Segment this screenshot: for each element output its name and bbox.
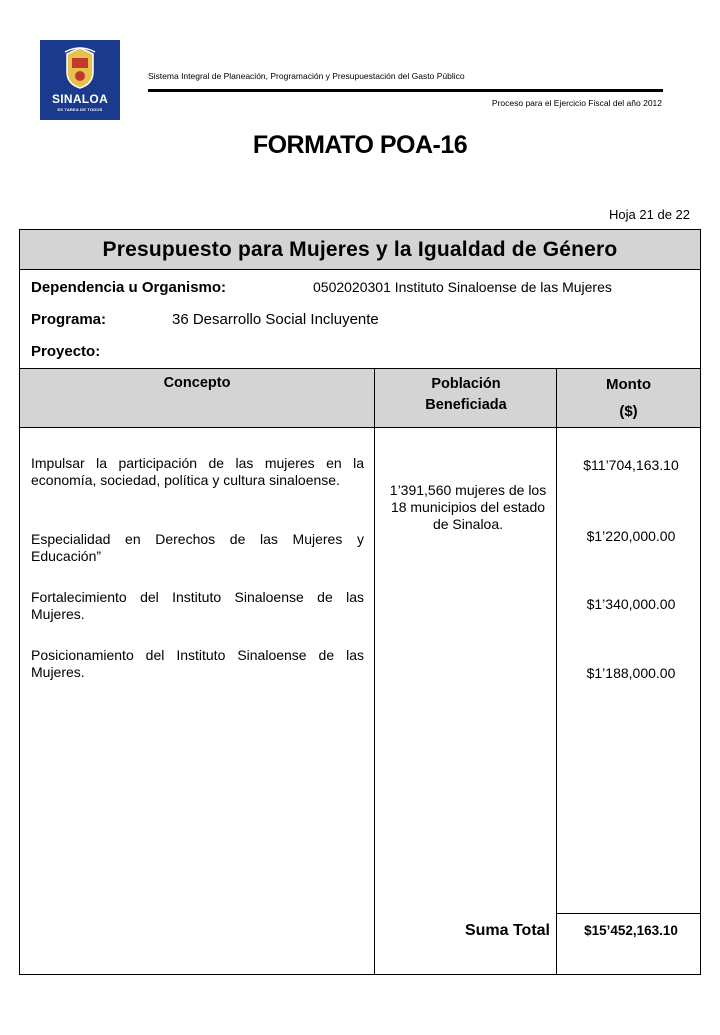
amount-value: $1’188,000.00 bbox=[586, 665, 676, 681]
program-label: Programa: bbox=[31, 311, 107, 328]
title-band bbox=[20, 230, 700, 270]
fiscal-process: Proceso para el Ejercicio Fiscal del año 2012 bbox=[491, 98, 662, 108]
column-header-population-line2: Beneficiada bbox=[425, 397, 507, 413]
dependency-label: Dependencia u Organismo: bbox=[31, 279, 227, 296]
dependency-value: 0502020301 Instituto Sinaloense de las Mujeres bbox=[313, 279, 612, 295]
column-header-concept: Concepto bbox=[163, 375, 231, 391]
concept-item: Fortalecimiento del Instituto Sinaloense de las Mujeres. bbox=[31, 589, 364, 622]
amount-value: $1’340,000.00 bbox=[586, 596, 676, 612]
coat-of-arms-icon bbox=[63, 46, 97, 90]
total-divider bbox=[557, 913, 700, 914]
column-divider bbox=[374, 368, 375, 974]
concept-item: Posicionamiento del Instituto Sinaloense de las Mujeres. bbox=[31, 647, 364, 680]
total-value: $15’452,163.10 bbox=[584, 923, 678, 938]
column-header-amount-line1: Monto bbox=[606, 376, 651, 393]
program-value: 36 Desarrollo Social Incluyente bbox=[172, 311, 379, 328]
header-divider bbox=[148, 89, 663, 92]
total-label: Suma Total bbox=[464, 922, 550, 939]
project-label: Proyecto: bbox=[31, 343, 101, 360]
amount-value: $11’704,163.10 bbox=[583, 457, 679, 473]
column-header-amount-line2: ($) bbox=[619, 403, 638, 420]
system-name: Sistema Integral de Planeación, Programación y Presupuestación del Gasto Público bbox=[148, 71, 465, 81]
amount-value: $1’220,000.00 bbox=[586, 528, 676, 544]
concept-item: Especialidad en Derechos de las Mujeres y Educación” bbox=[31, 531, 364, 564]
logo-name: SINALOA bbox=[51, 92, 109, 106]
logo-tagline: ES TAREA DE TODOS bbox=[57, 107, 103, 112]
format-title: FORMATO POA-16 bbox=[252, 131, 468, 159]
column-header-population-line1: Población bbox=[431, 376, 501, 392]
column-divider bbox=[556, 368, 557, 974]
concept-item: Impulsar la participación de las mujeres en la economía, sociedad, política y cultura sinaloense. bbox=[31, 455, 364, 488]
sheet-info: Hoja 21 de 22 bbox=[609, 207, 690, 222]
sinaloa-logo bbox=[40, 40, 120, 120]
document-title: Presupuesto para Mujeres y la Igualdad de Género bbox=[102, 237, 618, 261]
beneficiaries-text: 1’391,560 mujeres de los 18 municipios del estado de Sinaloa. bbox=[389, 482, 547, 532]
